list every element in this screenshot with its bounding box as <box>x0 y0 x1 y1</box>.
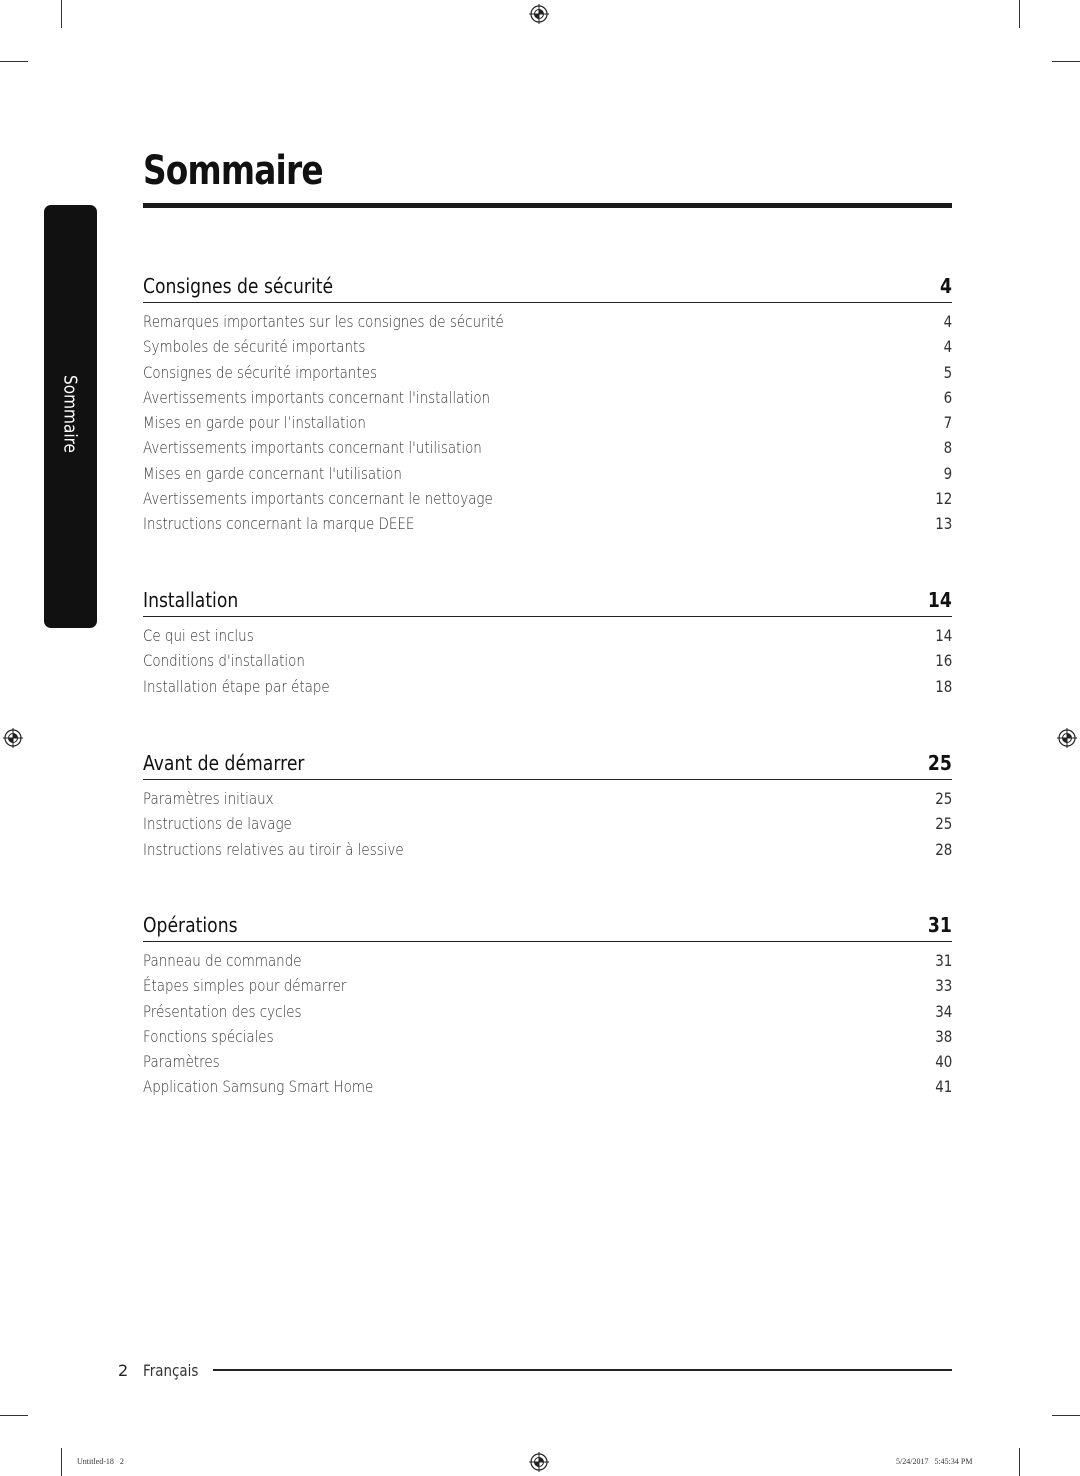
toc-entry-page: 38 <box>934 1026 952 1046</box>
toc-entry[interactable] <box>143 648 952 673</box>
toc-entry-label: Mises en garde pour l’installation <box>143 413 366 433</box>
toc-entry-page: 5 <box>943 362 952 382</box>
toc-entry[interactable] <box>143 511 952 536</box>
toc-entry-label: Instructions concernant la marque DEEE <box>143 514 415 534</box>
toc-entry[interactable] <box>143 360 952 385</box>
toc-entry-label: Application Samsung Smart Home <box>143 1077 374 1097</box>
crop-mark <box>61 1448 62 1476</box>
section-header <box>143 268 952 303</box>
toc-entry-label: Paramètres <box>143 1052 220 1072</box>
toc-entry-page: 25 <box>934 789 952 808</box>
toc-entry[interactable] <box>143 948 952 973</box>
toc-entry-label: Panneau de commande <box>143 951 302 970</box>
crop-mark <box>0 1415 28 1416</box>
toc-entry[interactable] <box>143 837 952 862</box>
toc-entry-page: 7 <box>943 413 952 433</box>
toc-entry[interactable] <box>143 811 952 836</box>
toc-section-operations <box>143 907 952 1100</box>
toc-entry-label: Remarques importantes sur les consignes de sécurité <box>143 312 504 331</box>
section-header <box>143 745 952 780</box>
crop-mark <box>1019 1448 1020 1476</box>
section-title[interactable]: Installation <box>143 588 239 612</box>
section-header <box>143 907 952 942</box>
toc-entry-page: 28 <box>934 839 952 859</box>
toc-section-installation <box>143 582 952 699</box>
toc-entry[interactable] <box>143 1024 952 1049</box>
toc-entry[interactable] <box>143 334 952 359</box>
toc-entry-page: 18 <box>934 676 952 696</box>
toc-entry-page: 13 <box>934 514 952 534</box>
toc-section-consignes <box>143 268 952 537</box>
toc-entry-label: Ce qui est inclus <box>143 626 254 645</box>
toc-entry-label: Instructions relatives au tiroir à lessive <box>143 839 404 859</box>
crop-mark <box>61 0 62 28</box>
slug-file-info: Untitled-18 2 <box>77 1457 124 1466</box>
toc-entry-label: Paramètres initiaux <box>143 789 274 808</box>
toc-entry-label: Mises en garde concernant l'utilisation <box>143 463 402 483</box>
toc-entry-label: Avertissements importants concernant l'utilisation <box>143 438 482 458</box>
toc-entry[interactable] <box>143 786 952 811</box>
toc-entry-page: 9 <box>943 463 952 483</box>
toc-entry-label: Conditions d'installation <box>143 651 305 671</box>
toc-entry-label: Fonctions spéciales <box>143 1026 274 1046</box>
toc-entry-label: Consignes de sécurité importantes <box>143 362 377 382</box>
section-header <box>143 582 952 617</box>
toc-entry-page: 12 <box>934 489 952 509</box>
toc-entry-page: 40 <box>934 1052 952 1072</box>
toc-entry-page: 14 <box>934 626 952 645</box>
toc-entry-page: 33 <box>934 976 952 996</box>
toc-entries <box>143 309 952 537</box>
toc-entry[interactable] <box>143 486 952 511</box>
toc-entry-label: Avertissements importants concernant le nettoyage <box>143 489 493 509</box>
footer-language: Français <box>143 1361 199 1380</box>
toc-entry[interactable] <box>143 674 952 699</box>
toc-entry-label: Étapes simples pour démarrer <box>143 976 347 996</box>
crop-mark <box>0 61 28 62</box>
toc-entry-label: Instructions de lavage <box>143 814 292 834</box>
toc-entry[interactable] <box>143 461 952 486</box>
section-title[interactable]: Avant de démarrer <box>143 751 305 775</box>
toc-entry-page: 16 <box>934 651 952 671</box>
page-title: Sommaire <box>143 148 323 194</box>
toc-entry[interactable] <box>143 1049 952 1074</box>
toc-entry[interactable] <box>143 999 952 1024</box>
section-page-number[interactable]: 25 <box>928 751 952 775</box>
toc-entry-page: 6 <box>943 387 952 407</box>
toc-entries <box>143 948 952 1100</box>
toc-entry-page: 31 <box>934 951 952 970</box>
toc-entry-page: 4 <box>943 337 952 357</box>
toc-entry[interactable] <box>143 973 952 998</box>
toc-entries <box>143 623 952 699</box>
section-page-number[interactable]: 14 <box>928 588 952 612</box>
registration-mark-icon <box>529 4 549 24</box>
toc-entry-page: 25 <box>934 814 952 834</box>
section-page-number[interactable]: 4 <box>940 274 952 298</box>
toc-entry-label: Présentation des cycles <box>143 1001 302 1021</box>
footer-rule <box>213 1369 952 1371</box>
toc-entry-label: Installation étape par étape <box>143 676 330 696</box>
toc-entry[interactable] <box>143 623 952 648</box>
crop-mark <box>1052 1415 1080 1416</box>
registration-mark-icon <box>3 728 23 748</box>
toc-entry-page: 4 <box>943 312 952 331</box>
title-rule <box>143 203 952 208</box>
toc-entry[interactable] <box>143 309 952 334</box>
toc-entry[interactable] <box>143 410 952 435</box>
section-title[interactable]: Opérations <box>143 913 238 937</box>
crop-mark <box>1052 61 1080 62</box>
registration-mark-icon <box>1057 728 1077 748</box>
toc-entry-label: Symboles de sécurité importants <box>143 337 366 357</box>
section-page-number[interactable]: 31 <box>928 913 952 937</box>
toc-entry[interactable] <box>143 435 952 460</box>
page-number: 2 <box>118 1361 129 1380</box>
toc-section-avant-de-demarrer <box>143 745 952 862</box>
toc-entry[interactable] <box>143 1074 952 1099</box>
slug-timestamp: 5/24/2017 5:45:34 PM <box>896 1457 973 1466</box>
registration-mark-icon <box>529 1452 549 1472</box>
toc-entries <box>143 786 952 862</box>
side-tab-label: Sommaire <box>59 375 81 453</box>
section-title[interactable]: Consignes de sécurité <box>143 274 334 298</box>
toc-entry-page: 34 <box>934 1001 952 1021</box>
toc-entry-page: 41 <box>934 1077 952 1097</box>
toc-entry[interactable] <box>143 385 952 410</box>
crop-mark <box>1019 0 1020 28</box>
toc-entry-page: 8 <box>943 438 952 458</box>
toc-entry-label: Avertissements importants concernant l'installation <box>143 387 491 407</box>
